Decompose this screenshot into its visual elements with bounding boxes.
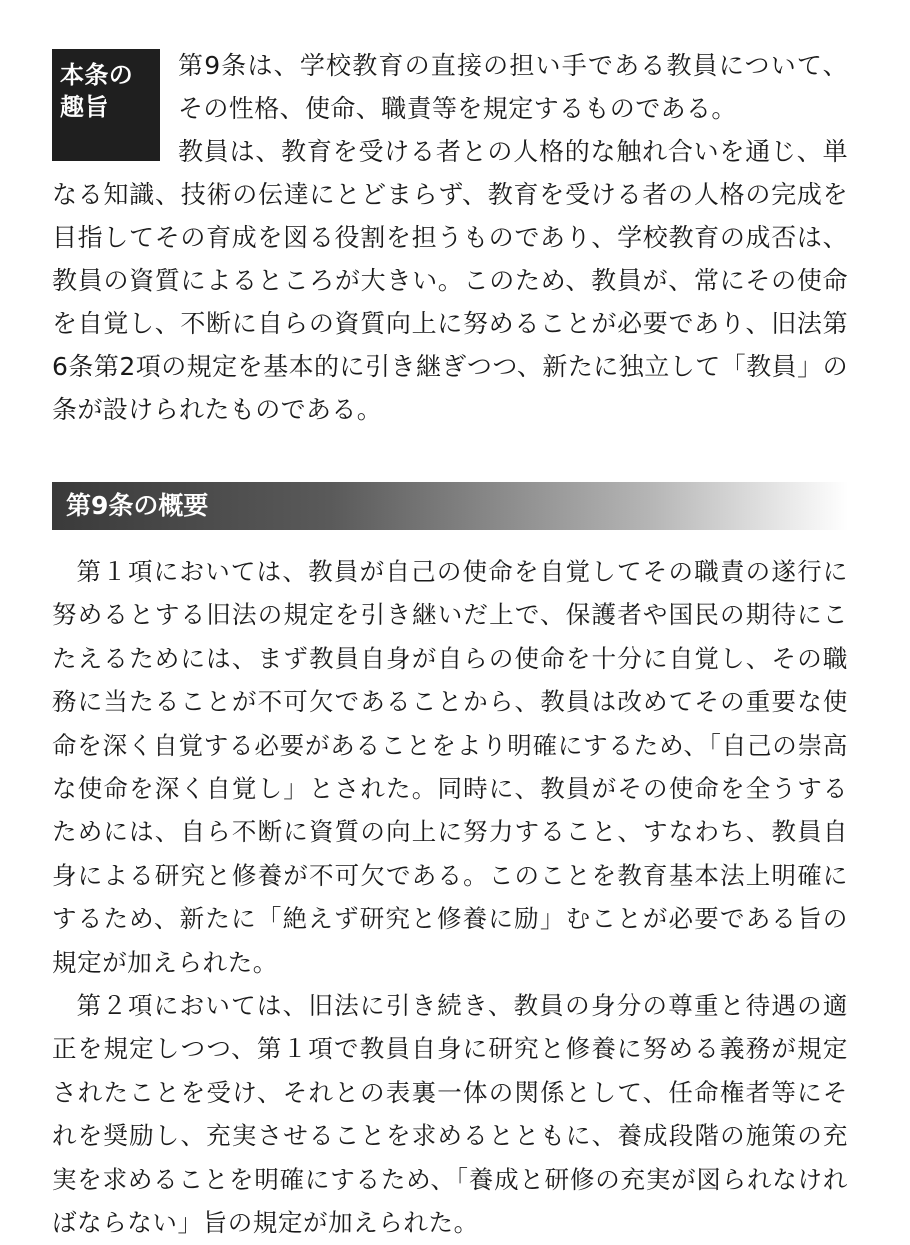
intro-paragraph-2: 教員は、教育を受ける者との人格的な触れ合いを通じ、単なる知識、技術の伝達にとどまらず、教育を受ける者の人格の完成を目指してその育成を図る役割を担うものであり、学校教育の成否は、教員の資質によるところが大きい。このため、教員が、常にその使命を自覚し、不断に自らの資質向上に努めることが必要であり、旧法第6条第2項の規定を基本的に引き継ぎつつ、新たに独立して「教員」の条が設けられたものである。 [52,137,848,424]
section-paragraph-1: 第１項においては、教員が自己の使命を自覚してその職責の遂行に努めるとする旧法の規定を引き継いだ上で、保護者や国民の期待にこたえるためには、まず教員自身が自らの使命を十分に自覚し、その職務に当たることが不可欠であることから、教員は改めてその重要な使命を深く自覚する必要があることをより明確にするため、「自己の崇高な使命を深く自覚し」とされた。同時に、教員がその使命を全うするためには、自ら不断に資質の向上に努力すること、すなわち、教員自身による研究と修養が不可欠である。このことを教育基本法上明確にするため、新たに「絶えず研究と修養に励」むことが必要である旨の規定が加えられた。 [52,557,848,977]
intro-body [52,44,848,431]
intro-section [52,44,848,431]
section-paragraph-2: 第２項においては、旧法に引き続き、教員の身分の尊重と待遇の適正を規定しつつ、第１項で教員自身に研究と修養に努める義務が規定されたことを受け、それとの表裏一体の関係として、任命権者等にそれを奨励し、充実させることを求めるとともに、養成段階の施策の充実を求めることを明確にするため、「養成と研修の充実が図られなければならない」旨の規定が加えられた。 [52,991,848,1238]
intro-label-line1: 本条の [60,61,134,89]
section-body [52,550,848,1245]
section-heading: 第9条の概要 [52,482,848,530]
intro-label-box [52,49,160,161]
intro-paragraph-1: 第9条は、学校教育の直接の担い手である教員について、その性格、使命、職責等を規定するものである。 [178,51,848,123]
intro-label-line2: 趣旨 [60,93,109,121]
